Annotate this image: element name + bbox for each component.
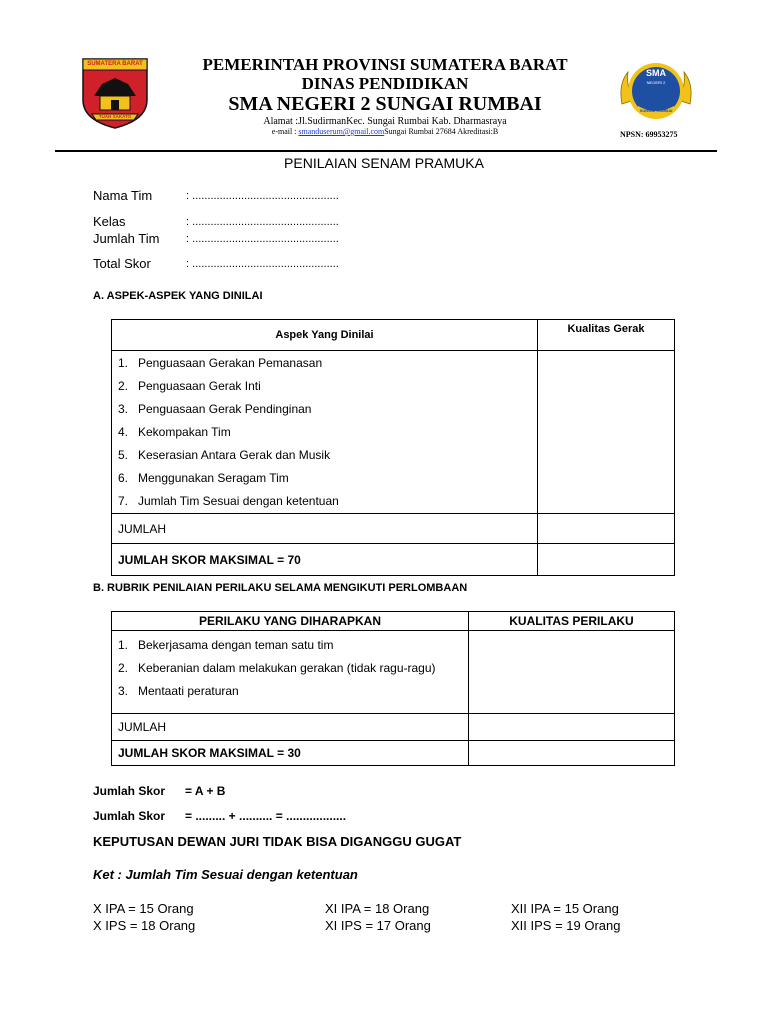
section-b-col1-header <box>112 612 469 631</box>
list-item: 4. Kekompakan Tim <box>118 425 231 439</box>
keputusan-text: KEPUTUSAN DEWAN JURI TIDAK BISA DIGANGGU GUGAT <box>93 834 462 849</box>
class-x-ipa: X IPA = 15 Orang <box>93 901 194 916</box>
email-suffix: Sungai Rumbai 27684 Akreditasi:B <box>384 127 499 136</box>
province-logo <box>80 56 150 130</box>
header-line-1: PEMERINTAH PROVINSI SUMATERA BARAT <box>202 55 568 74</box>
field-label-total-skor: Total Skor <box>93 256 151 271</box>
header-email-line <box>160 127 610 137</box>
email-prefix: e-mail : <box>271 127 299 136</box>
section-a-jumlah-cell <box>112 514 538 544</box>
section-b-maks-value[interactable] <box>469 741 675 766</box>
section-b-jumlah-cell <box>112 714 469 741</box>
section-b-col2-header <box>469 612 675 631</box>
skor-value-1: = A + B <box>185 784 226 798</box>
section-a-col1-header <box>112 320 538 351</box>
school-logo-bottom-text: SUNGAI RUMBAI <box>639 108 673 113</box>
header-line-3: SMA NEGERI 2 SUNGAI RUMBAI <box>228 93 542 115</box>
list-item: 3. Penguasaan Gerak Pendinginan <box>118 402 312 416</box>
province-logo-bottom-text: TUAH SAKATO <box>98 114 132 119</box>
class-xi-ips: XI IPS = 17 Orang <box>325 918 431 933</box>
list-item: 6. Menggunakan Seragam Tim <box>118 471 289 485</box>
header-address: Alamat :Jl.SudirmanKec. Sungai Rumbai Kab. Dharmasraya <box>263 116 507 127</box>
list-item: 5. Keserasian Antara Gerak dan Musik <box>118 448 331 462</box>
section-a-jumlah-label: JUMLAH <box>118 521 167 536</box>
list-item: 2. Keberanian dalam melakukan gerakan (tidak ragu-ragu) <box>118 661 436 675</box>
field-value-nama-tim[interactable]: : ................................................ <box>186 190 339 202</box>
list-item: 7. Jumlah Tim Sesuai dengan ketentuan <box>118 494 339 508</box>
section-a-table <box>111 319 675 576</box>
section-b-items-cell <box>112 631 469 714</box>
field-value-total-skor[interactable]: : ................................................ <box>186 258 339 270</box>
class-xii-ipa: XII IPA = 15 Orang <box>511 901 619 916</box>
school-logo-text: SMA <box>646 68 666 78</box>
section-b-jumlah-value[interactable] <box>469 714 675 741</box>
email-link[interactable]: smanduserum@gmail.com <box>298 127 385 136</box>
section-b-score-cell[interactable] <box>469 631 675 714</box>
section-a-col2-header <box>538 320 675 351</box>
header-divider <box>55 150 717 152</box>
section-a-maks-cell <box>112 544 538 576</box>
section-b-table <box>111 611 675 766</box>
section-a-maks-value[interactable] <box>538 544 675 576</box>
section-a-maks-label: JUMLAH SKOR MAKSIMAL = 70 <box>118 552 301 567</box>
skor-label-1: Jumlah Skor <box>93 784 166 798</box>
list-item: 1. Bekerjasama dengan teman satu tim <box>118 638 334 652</box>
list-item: 1. Penguasaan Gerakan Pemanasan <box>118 356 323 370</box>
page-title: PENILAIAN SENAM PRAMUKA <box>284 155 484 171</box>
field-value-kelas[interactable]: : ................................................ <box>186 216 339 228</box>
section-a-col2-label: Kualitas Gerak <box>567 323 645 335</box>
field-label-jumlah-tim: Jumlah Tim <box>93 231 160 246</box>
section-a-col1-label: Aspek Yang Dinilai <box>275 329 374 341</box>
province-logo-top-text: SUMATERA BARAT <box>87 61 143 67</box>
field-value-jumlah-tim[interactable]: : ................................................ <box>186 233 339 245</box>
section-b-maks-label: JUMLAH SKOR MAKSIMAL = 30 <box>118 746 301 760</box>
section-a-items-cell <box>112 351 538 514</box>
class-xii-ips: XII IPS = 19 Orang <box>511 918 621 933</box>
section-b-maks-cell <box>112 741 469 766</box>
class-x-ips: X IPS = 18 Orang <box>93 918 196 933</box>
section-a-jumlah-value[interactable] <box>538 514 675 544</box>
school-logo <box>616 54 696 128</box>
section-b-heading: B. RUBRIK PENILAIAN PERILAKU SELAMA MENGIKUTI PERLOMBAAN <box>93 582 468 594</box>
skor-label-2: Jumlah Skor <box>93 809 166 823</box>
section-a-score-cell[interactable] <box>538 351 675 514</box>
npsn-text: NPSN: 69953275 <box>620 130 678 139</box>
section-a-heading: A. ASPEK-ASPEK YANG DINILAI <box>93 290 263 302</box>
header-line-2: DINAS PENDIDIKAN <box>301 74 469 93</box>
section-b-jumlah-label: JUMLAH <box>118 720 167 734</box>
field-label-nama-tim: Nama Tim <box>93 188 153 203</box>
list-item: 2. Penguasaan Gerak Inti <box>118 379 261 393</box>
field-label-kelas: Kelas <box>93 214 126 229</box>
class-xi-ipa: XI IPA = 18 Orang <box>325 901 430 916</box>
skor-value-2[interactable]: = ......... + .......... = .................. <box>185 809 347 823</box>
list-item: 3. Mentaati peraturan <box>118 684 239 698</box>
section-b-col2-label: KUALITAS PERILAKU <box>509 614 634 628</box>
ket-text: Ket : Jumlah Tim Sesuai dengan ketentuan <box>93 867 358 882</box>
school-logo-subtext: NEGERI 2 <box>646 80 666 85</box>
section-b-col1-label: PERILAKU YANG DIHARAPKAN <box>198 614 382 628</box>
